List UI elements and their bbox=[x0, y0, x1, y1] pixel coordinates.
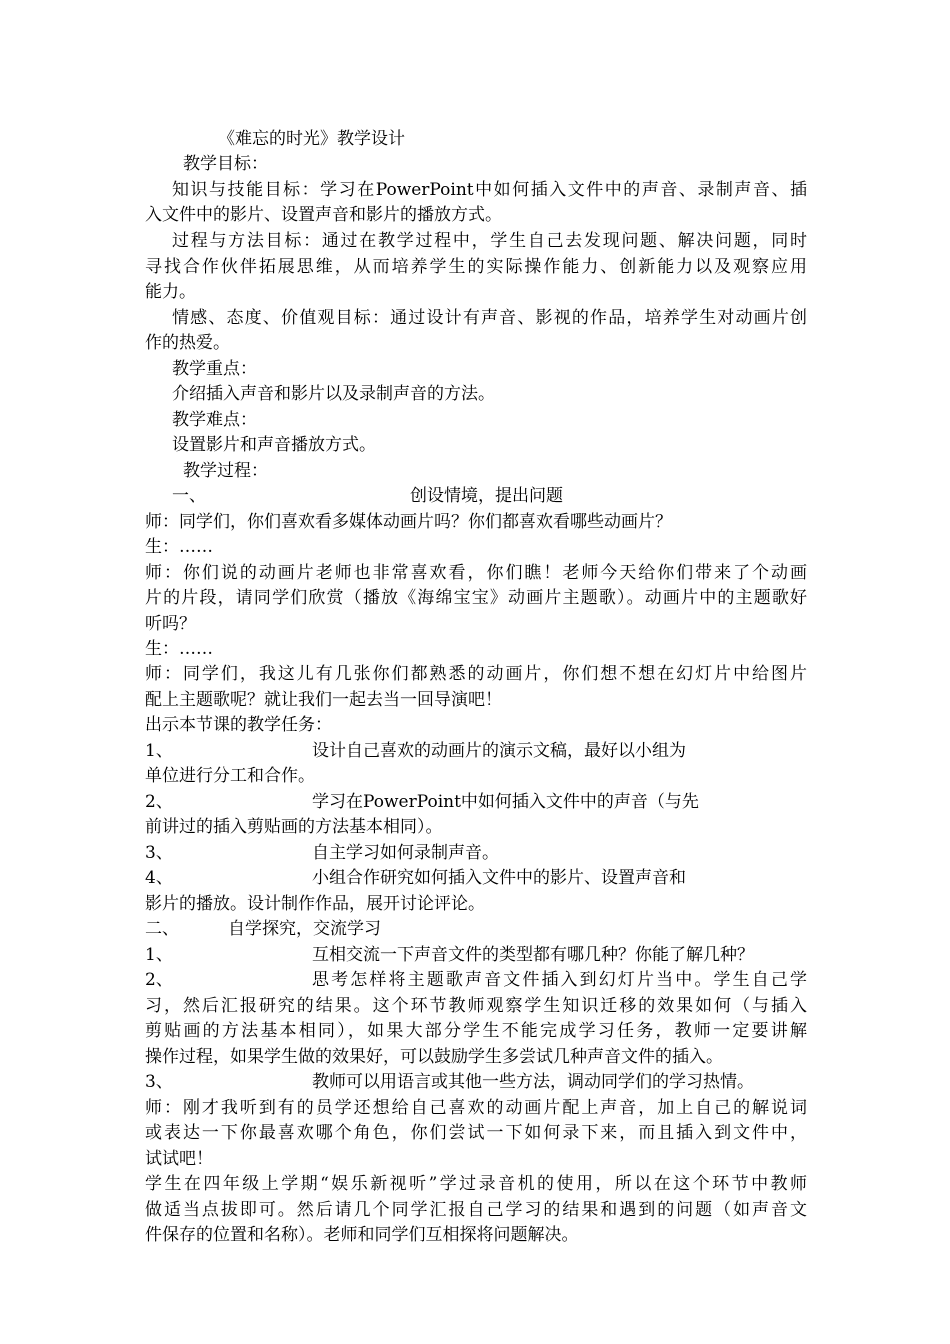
key-text: 介绍插入声音和影片以及录制声音的方法。 bbox=[172, 384, 495, 404]
goal-emotion-line: 情感、态度、价值观目标：通过设计有声音、影视的作品，培养学生对动画片创 bbox=[172, 308, 807, 328]
s2-item-number: 2、 bbox=[145, 970, 173, 990]
dialog-line: 师：同学们，你们喜欢看多媒体动画片吗？你们都喜欢看哪些动画片？ bbox=[145, 512, 672, 532]
key-heading: 教学重点： bbox=[172, 359, 257, 379]
task-number: 4、 bbox=[145, 868, 173, 888]
dialog-line: 听吗？ bbox=[145, 614, 196, 634]
task-number: 1、 bbox=[145, 741, 173, 761]
s2-item-number: 1、 bbox=[145, 945, 173, 965]
section2-title: 自学探究，交流学习 bbox=[228, 919, 381, 939]
s2-item-text: 习，然后汇报研究的结果。这个环节教师观察学生知识迁移的效果如何（与插入 bbox=[145, 996, 807, 1016]
goal-process-line: 能力。 bbox=[145, 282, 196, 302]
s2-item-text: 互相交流一下声音文件的类型都有哪几种？你能了解几种？ bbox=[312, 945, 754, 965]
dialog-line: 师：你们说的动画片老师也非常喜欢看，你们瞧！老师今天给你们带来了个动画 bbox=[145, 563, 807, 583]
tasks-intro: 出示本节课的教学任务： bbox=[145, 715, 332, 735]
closing-line: 做适当点拔即可。然后请几个同学汇报自己学习的结果和遇到的问题（如声音文 bbox=[145, 1200, 807, 1220]
task-number: 2、 bbox=[145, 792, 173, 812]
dialog-line: 配上主题歌呢？就让我们一起去当一回导演吧！ bbox=[145, 690, 502, 710]
section1-title: 创设情境，提出问题 bbox=[410, 486, 563, 506]
s2-item-text: 教师可以用语言或其他一些方法，调动同学们的学习热情。 bbox=[312, 1072, 754, 1092]
s2-item-text: 剪贴画的方法基本相同），如果大部分学生不能完成学习任务，教师一定要讲解 bbox=[145, 1021, 807, 1041]
closing-line: 件保存的位置和名称）。老师和同学们互相探将问题解决。 bbox=[145, 1225, 579, 1245]
s2-item-number: 3、 bbox=[145, 1072, 173, 1092]
goal-knowledge-line: 入文件中的影片、设置声音和影片的播放方式。 bbox=[145, 205, 502, 225]
student-reply: 生：…… bbox=[145, 639, 213, 659]
s2-item-text: 思考怎样将主题歌声音文件插入到幻灯片当中。学生自己学 bbox=[312, 970, 807, 990]
section1-number: 一、 bbox=[172, 486, 206, 506]
section2-number: 二、 bbox=[145, 919, 179, 939]
difficulty-text: 设置影片和声音播放方式。 bbox=[172, 435, 376, 455]
student-reply: 生：…… bbox=[145, 537, 213, 557]
goal-process-line: 寻找合作伙伴拓展思维，从而培养学生的实际操作能力、创新能力以及观察应用 bbox=[145, 257, 807, 277]
difficulty-heading: 教学难点： bbox=[172, 410, 257, 430]
dialog-line: 或表达一下你最喜欢哪个角色，你们尝试一下如何录下来，而且插入到文件中， bbox=[145, 1123, 807, 1143]
task-text: 小组合作研究如何插入文件中的影片、设置声音和 bbox=[312, 868, 686, 888]
task-text: 单位进行分工和合作。 bbox=[145, 766, 315, 786]
goal-process-line: 过程与方法目标：通过在教学过程中，学生自己去发现问题、解决问题，同时 bbox=[172, 231, 807, 251]
s2-item-text: 操作过程，如果学生做的效果好，可以鼓励学生多尝试几种声音文件的插入。 bbox=[145, 1047, 723, 1067]
task-text: 学习在PowerPoint中如何插入文件中的声音（与先 bbox=[312, 792, 699, 812]
task-text: 自主学习如何录制声音。 bbox=[312, 843, 499, 863]
task-text: 影片的播放。设计制作作品，展开讨论评论。 bbox=[145, 894, 485, 914]
task-text: 设计自己喜欢的动画片的演示文稿，最好以小组为 bbox=[312, 741, 686, 761]
dialog-line: 师：刚才我听到有的员学还想给自己喜欢的动画片配上声音，加上自己的解说词 bbox=[145, 1098, 807, 1118]
dialog-line: 师：同学们，我这儿有几张你们都熟悉的动画片，你们想不想在幻灯片中给图片 bbox=[145, 664, 807, 684]
process-heading: 教学过程： bbox=[183, 461, 268, 481]
task-number: 3、 bbox=[145, 843, 173, 863]
dialog-line: 试试吧！ bbox=[145, 1149, 213, 1169]
closing-line: 学生在四年级上学期“娱乐新视听”学过录音机的使用，所以在这个环节中教师 bbox=[145, 1174, 807, 1194]
goals-heading: 教学目标： bbox=[183, 154, 268, 174]
task-text: 前讲过的插入剪贴画的方法基本相同）。 bbox=[145, 817, 443, 837]
document-title: 《难忘的时光》教学设计 bbox=[218, 129, 405, 149]
goal-emotion-line: 作的热爱。 bbox=[145, 333, 230, 353]
dialog-line: 片的片段，请同学们欣赏（播放《海绵宝宝》动画片主题歌）。动画片中的主题歌好 bbox=[145, 588, 807, 608]
goal-knowledge-line: 知识与技能目标：学习在PowerPoint中如何插入文件中的声音、录制声音、插 bbox=[172, 180, 807, 200]
